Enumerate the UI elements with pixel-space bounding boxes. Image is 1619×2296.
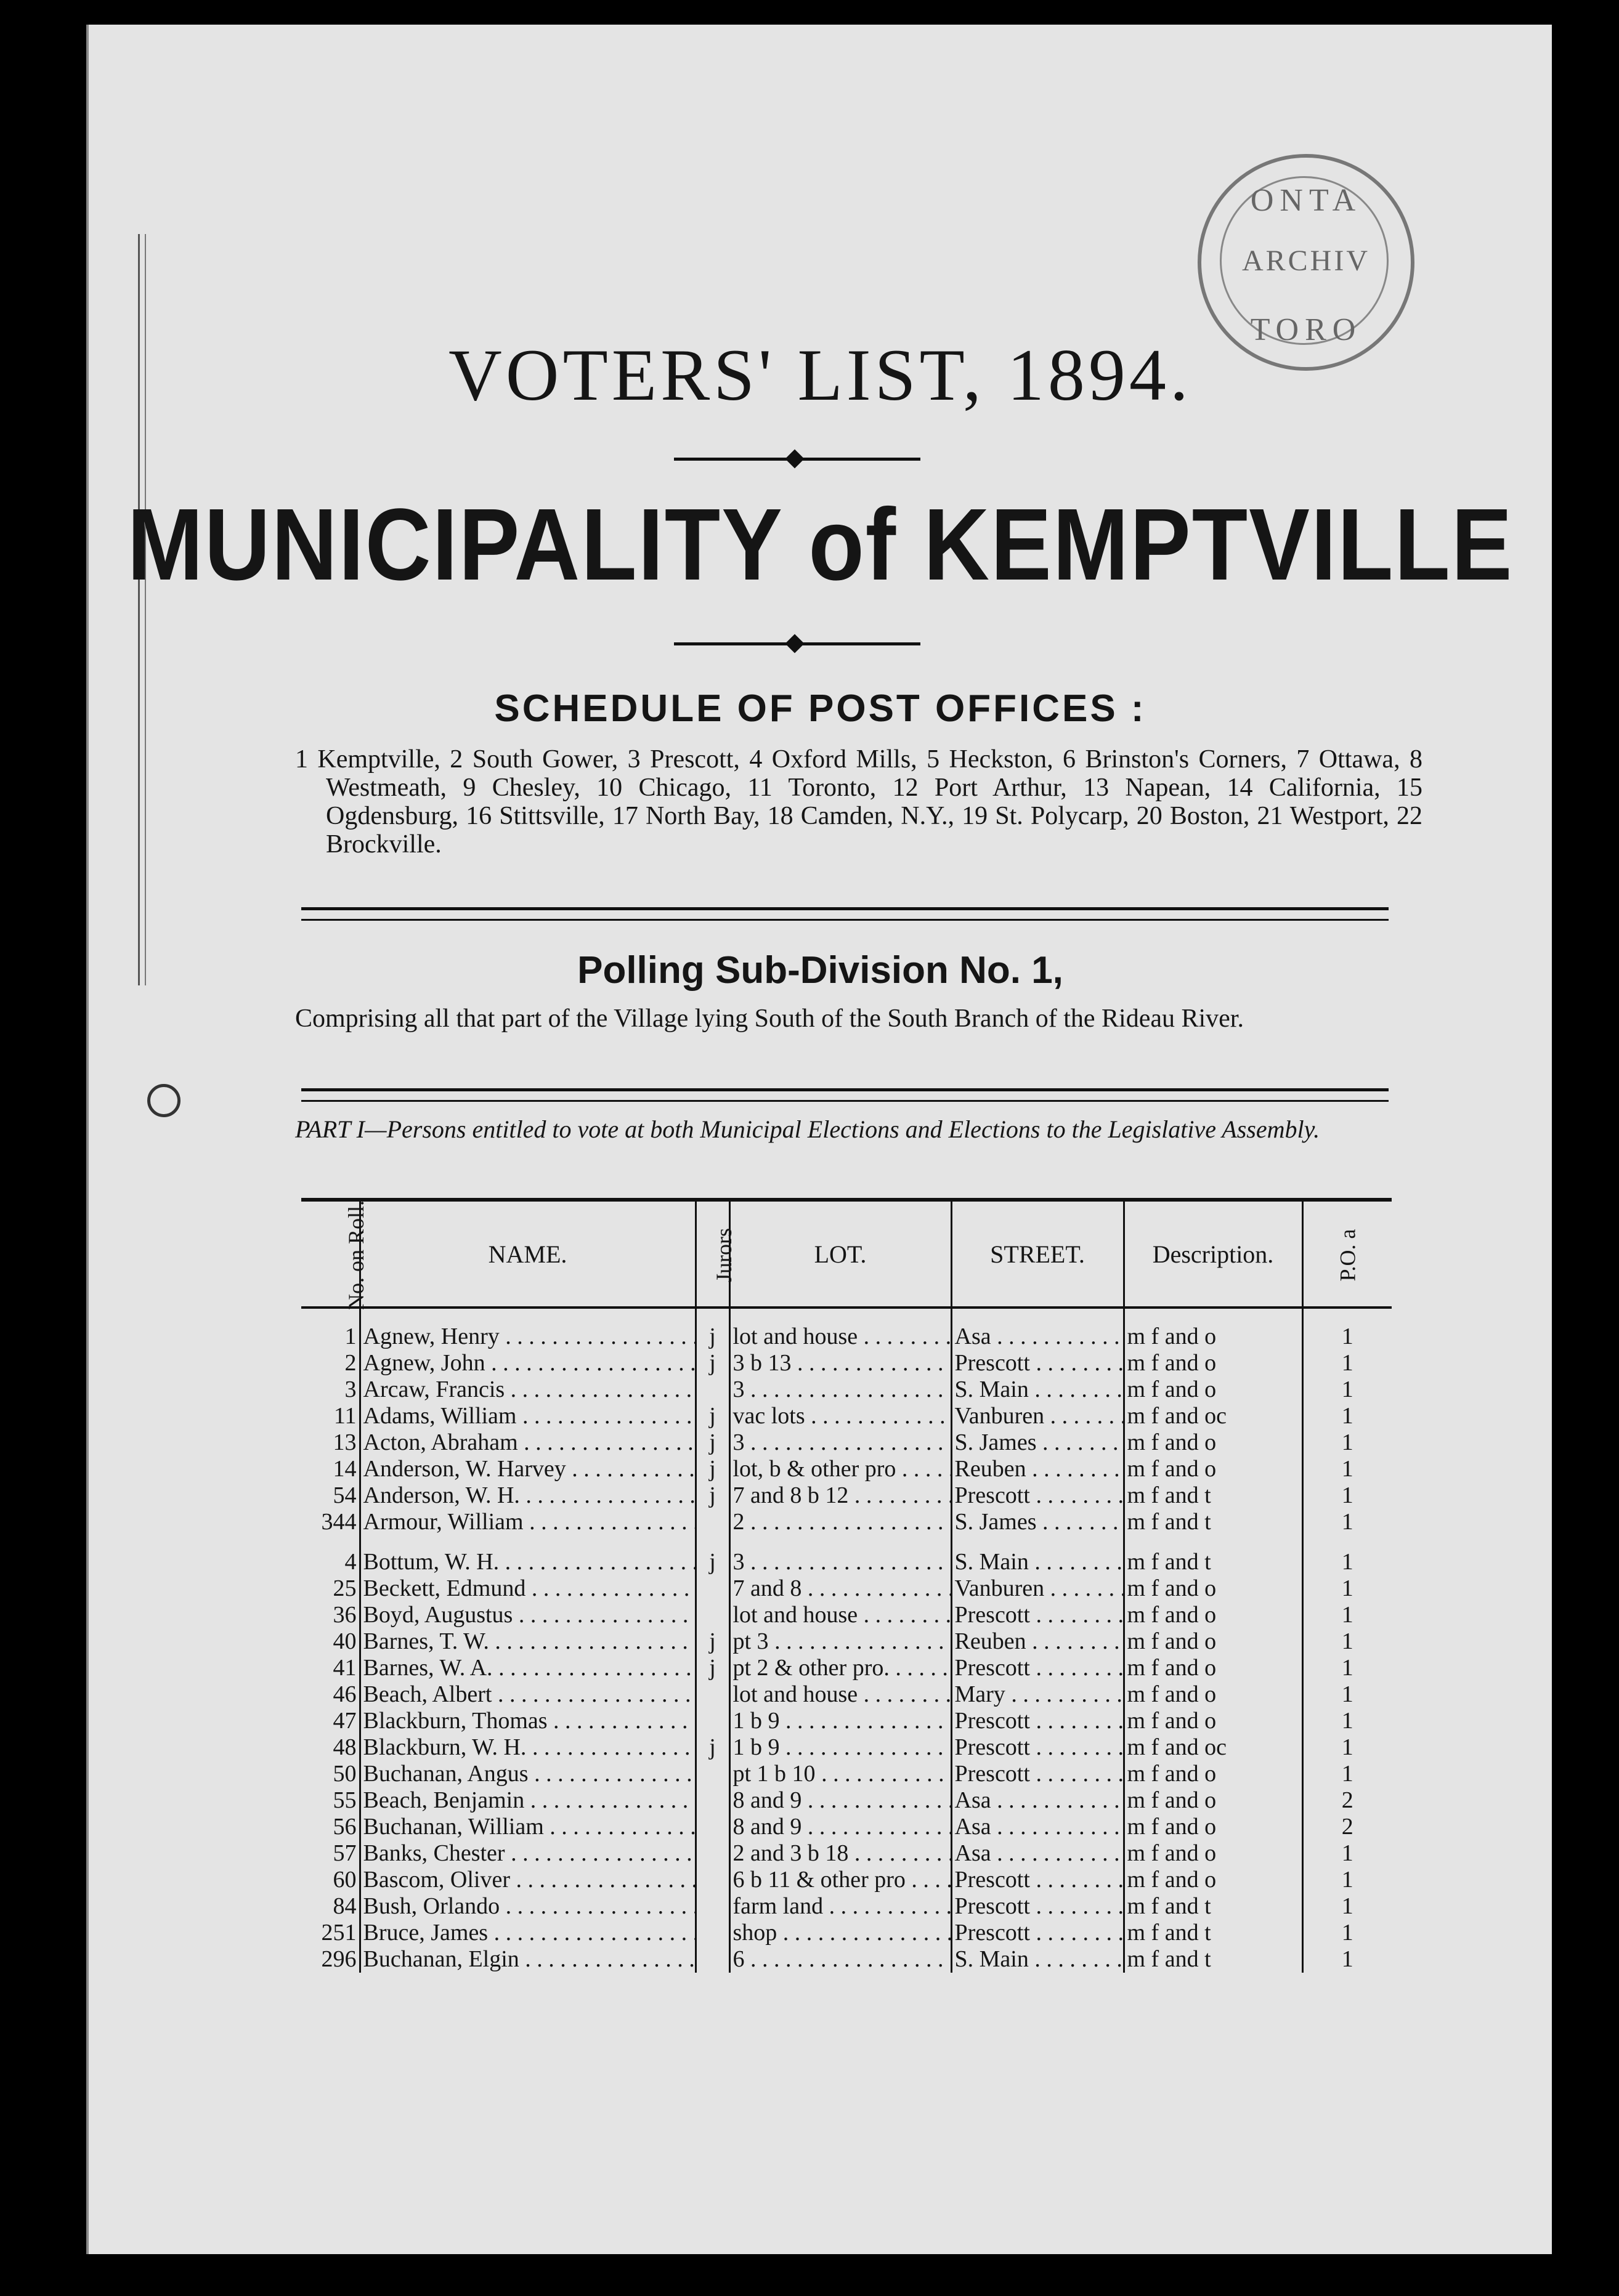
schedule-title: SCHEDULE OF POST OFFICES : xyxy=(494,687,1146,730)
cell-name: Banks, Chester . . . xyxy=(360,1840,696,1867)
cell-name: Anderson, W. Harvey . . . xyxy=(360,1456,696,1482)
cell-lot: 1 b 9 . . . xyxy=(729,1708,951,1734)
cell-lot: 3 . . . xyxy=(729,1376,951,1403)
cell-lot: shop . . . xyxy=(729,1920,951,1946)
cell-j xyxy=(696,1920,729,1946)
cell-po: 1 xyxy=(1341,1429,1353,1455)
cell-po: 1 xyxy=(1341,1403,1353,1429)
cell-name: Acton, Abraham . . . xyxy=(360,1429,696,1456)
cell-lot: 2 and 3 b 18 . . . xyxy=(729,1840,951,1867)
cell-lot: lot, b & other pro . . . xyxy=(729,1456,951,1482)
cell-name: Bruce, James . . . xyxy=(360,1920,696,1946)
cell-street: Prescott . . . xyxy=(951,1708,1124,1734)
cell-po: 2 xyxy=(1341,1814,1353,1840)
cell-num: 60 xyxy=(301,1867,360,1893)
cell-lot: 8 and 9 . . . xyxy=(729,1814,951,1840)
cell-po: 1 xyxy=(1341,1350,1353,1376)
cell-desc: m f and o xyxy=(1124,1681,1302,1708)
cell-j: j xyxy=(696,1535,729,1575)
table-row xyxy=(301,1350,1392,1376)
cell-j xyxy=(696,1840,729,1867)
cell-name: Beach, Benjamin . . . xyxy=(360,1787,696,1814)
cell-lot: 7 and 8 . . . xyxy=(729,1575,951,1602)
table-row xyxy=(301,1708,1392,1734)
cell-desc: m f and o xyxy=(1124,1867,1302,1893)
cell-name: Buchanan, Elgin . . . xyxy=(360,1946,696,1973)
cell-lot: pt 1 b 10 . . . xyxy=(729,1761,951,1787)
cell-num: 47 xyxy=(301,1708,360,1734)
table-row xyxy=(301,1575,1392,1602)
table-row xyxy=(301,1761,1392,1787)
header-jurors: Jurors xyxy=(696,1200,729,1308)
cell-lot: lot and house . . . xyxy=(729,1681,951,1708)
cell-street: Prescott . . . xyxy=(951,1655,1124,1681)
cell-name: Blackburn, Thomas . . . xyxy=(360,1708,696,1734)
cell-desc: m f and o xyxy=(1124,1840,1302,1867)
cell-num: 55 xyxy=(301,1787,360,1814)
cell-lot: 3 . . . xyxy=(729,1429,951,1456)
cell-name: Bush, Orlando . . . xyxy=(360,1893,696,1920)
stamp-top-text: ONTA xyxy=(1250,183,1362,218)
cell-desc: m f and o xyxy=(1124,1429,1302,1456)
cell-name: Arcaw, Francis . . . xyxy=(360,1376,696,1403)
cell-desc: m f and o xyxy=(1124,1814,1302,1840)
cell-po: 1 xyxy=(1341,1655,1353,1681)
cell-name: Buchanan, William . . . xyxy=(360,1814,696,1840)
cell-po: 1 xyxy=(1341,1761,1353,1787)
cell-desc: m f and o xyxy=(1124,1787,1302,1814)
cell-j xyxy=(696,1893,729,1920)
header-roll: No. on Roll. xyxy=(301,1200,360,1308)
cell-j: j xyxy=(696,1308,729,1350)
cell-j xyxy=(696,1761,729,1787)
table-header-row xyxy=(301,1200,1392,1308)
municipality-heading: MUNICIPALITY of KEMPTVILLE xyxy=(127,488,1514,602)
cell-j xyxy=(696,1602,729,1628)
voters-table-body xyxy=(301,1308,1392,1973)
cell-j xyxy=(696,1575,729,1602)
table-row xyxy=(301,1681,1392,1708)
cell-num: 57 xyxy=(301,1840,360,1867)
cell-po: 1 xyxy=(1341,1920,1353,1946)
stamp-bottom-text: TORO xyxy=(1250,312,1362,347)
cell-name: Armour, William . . . xyxy=(360,1509,696,1535)
cell-num: 50 xyxy=(301,1761,360,1787)
cell-j xyxy=(696,1787,729,1814)
cell-desc: m f and o xyxy=(1124,1575,1302,1602)
cell-lot: pt 3 . . . xyxy=(729,1628,951,1655)
cell-street: Prescott . . . xyxy=(951,1761,1124,1787)
cell-street: Vanburen . . . xyxy=(951,1575,1124,1602)
cell-lot: 3 . . . xyxy=(729,1535,951,1575)
cell-desc: m f and o xyxy=(1124,1308,1302,1350)
cell-num: 1 xyxy=(301,1308,360,1350)
header-lot: LOT. xyxy=(729,1200,951,1308)
cell-po: 1 xyxy=(1341,1376,1353,1402)
cell-lot: 6 . . . xyxy=(729,1946,951,1973)
cell-street: Prescott . . . xyxy=(951,1893,1124,1920)
cell-street: S. Main . . . xyxy=(951,1946,1124,1973)
cell-num: 36 xyxy=(301,1602,360,1628)
cell-desc: m f and t xyxy=(1124,1482,1302,1509)
table-row xyxy=(301,1535,1392,1575)
cell-lot: farm land . . . xyxy=(729,1893,951,1920)
stamp-middle-text: ARCHIV xyxy=(1241,245,1370,277)
cell-j: j xyxy=(696,1482,729,1509)
ornament-divider-icon xyxy=(674,450,920,468)
table-row xyxy=(301,1308,1392,1350)
cell-num: 56 xyxy=(301,1814,360,1840)
cell-lot: 7 and 8 b 12 . . . xyxy=(729,1482,951,1509)
cell-street: S. Main . . . xyxy=(951,1376,1124,1403)
cell-desc: m f and t xyxy=(1124,1509,1302,1535)
table-row xyxy=(301,1655,1392,1681)
cell-name: Buchanan, Angus . . . xyxy=(360,1761,696,1787)
cell-desc: m f and o xyxy=(1124,1761,1302,1787)
cell-j xyxy=(696,1708,729,1734)
cell-num: 41 xyxy=(301,1655,360,1681)
cell-street: Prescott . . . xyxy=(951,1734,1124,1761)
table-row xyxy=(301,1482,1392,1509)
cell-street: S. Main . . . xyxy=(951,1535,1124,1575)
cell-name: Barnes, W. A. . . . xyxy=(360,1655,696,1681)
part-text: —Persons entitled to vote at both Municipal Elections and Elections to the Legislative Assembly. xyxy=(365,1115,1320,1143)
cell-po: 1 xyxy=(1341,1575,1353,1601)
cell-lot: 8 and 9 . . . xyxy=(729,1787,951,1814)
cell-lot: 1 b 9 . . . xyxy=(729,1734,951,1761)
cell-desc: m f and o xyxy=(1124,1602,1302,1628)
cell-j: j xyxy=(696,1655,729,1681)
table-row xyxy=(301,1628,1392,1655)
cell-name: Blackburn, W. H. . . . xyxy=(360,1734,696,1761)
cell-num: 46 xyxy=(301,1681,360,1708)
cell-street: Reuben . . . xyxy=(951,1628,1124,1655)
cell-desc: m f and o xyxy=(1124,1350,1302,1376)
cell-desc: m f and t xyxy=(1124,1920,1302,1946)
cell-lot: lot and house . . . xyxy=(729,1602,951,1628)
table-row xyxy=(301,1403,1392,1429)
header-po: P.O. a xyxy=(1302,1200,1392,1308)
cell-desc: m f and o xyxy=(1124,1456,1302,1482)
cell-street: Asa . . . xyxy=(951,1814,1124,1840)
cell-name: Beach, Albert . . . xyxy=(360,1681,696,1708)
cell-num: 3 xyxy=(301,1376,360,1403)
table-row xyxy=(301,1867,1392,1893)
cell-j: j xyxy=(696,1429,729,1456)
cell-j: j xyxy=(696,1734,729,1761)
cell-num: 48 xyxy=(301,1734,360,1761)
document-title: VOTERS' LIST, 1894. xyxy=(448,334,1192,416)
cell-street: Vanburen . . . xyxy=(951,1403,1124,1429)
cell-num: 84 xyxy=(301,1893,360,1920)
cell-desc: m f and o xyxy=(1124,1655,1302,1681)
cell-j xyxy=(696,1376,729,1403)
binding-ring-icon xyxy=(147,1084,181,1117)
cell-num: 2 xyxy=(301,1350,360,1376)
table-row xyxy=(301,1946,1392,1973)
cell-desc: m f and o xyxy=(1124,1708,1302,1734)
cell-street: Prescott . . . xyxy=(951,1920,1124,1946)
header-street: STREET. xyxy=(951,1200,1124,1308)
table-row xyxy=(301,1376,1392,1403)
table-row xyxy=(301,1602,1392,1628)
cell-street: Asa . . . xyxy=(951,1840,1124,1867)
subdivision-title: Polling Sub-Division No. 1, xyxy=(577,949,1063,992)
cell-street: Reuben . . . xyxy=(951,1456,1124,1482)
cell-po: 1 xyxy=(1341,1946,1353,1972)
table-row xyxy=(301,1814,1392,1840)
cell-po: 1 xyxy=(1341,1549,1353,1575)
cell-lot: 2 . . . xyxy=(729,1509,951,1535)
cell-street: Prescott . . . xyxy=(951,1482,1124,1509)
cell-po: 1 xyxy=(1341,1867,1353,1893)
cell-street: Prescott . . . xyxy=(951,1350,1124,1376)
table-row xyxy=(301,1509,1392,1535)
table-row xyxy=(301,1429,1392,1456)
cell-street: S. James . . . xyxy=(951,1509,1124,1535)
cell-name: Bascom, Oliver . . . xyxy=(360,1867,696,1893)
subdivision-description: Comprising all that part of the Village lying South of the South Branch of the Rideau River. xyxy=(295,1004,1244,1033)
cell-street: Asa . . . xyxy=(951,1787,1124,1814)
cell-lot: 6 b 11 & other pro . . . xyxy=(729,1867,951,1893)
cell-j: j xyxy=(696,1403,729,1429)
cell-j: j xyxy=(696,1350,729,1376)
table-row xyxy=(301,1840,1392,1867)
cell-po: 1 xyxy=(1341,1840,1353,1866)
cell-street: Prescott . . . xyxy=(951,1867,1124,1893)
double-rule xyxy=(301,1088,1389,1102)
cell-num: 344 xyxy=(301,1509,360,1535)
table-row xyxy=(301,1787,1392,1814)
cell-num: 11 xyxy=(301,1403,360,1429)
cell-lot: 3 b 13 . . . xyxy=(729,1350,951,1376)
cell-num: 296 xyxy=(301,1946,360,1973)
cell-j: j xyxy=(696,1456,729,1482)
cell-po: 1 xyxy=(1341,1482,1353,1508)
table-row xyxy=(301,1456,1392,1482)
cell-desc: m f and o xyxy=(1124,1376,1302,1403)
part-label: PART I xyxy=(295,1115,365,1143)
cell-po: 1 xyxy=(1341,1893,1353,1919)
table-row xyxy=(301,1734,1392,1761)
cell-num: 251 xyxy=(301,1920,360,1946)
header-name: NAME. xyxy=(360,1200,696,1308)
cell-street: Asa . . . xyxy=(951,1308,1124,1350)
cell-num: 54 xyxy=(301,1482,360,1509)
cell-desc: m f and o xyxy=(1124,1628,1302,1655)
cell-num: 13 xyxy=(301,1429,360,1456)
cell-name: Adams, William . . . xyxy=(360,1403,696,1429)
cell-num: 25 xyxy=(301,1575,360,1602)
cell-num: 4 xyxy=(301,1535,360,1575)
cell-po: 1 xyxy=(1341,1628,1353,1654)
cell-name: Beckett, Edmund . . . xyxy=(360,1575,696,1602)
part-heading xyxy=(295,1116,1444,1143)
cell-lot: pt 2 & other pro. . . . xyxy=(729,1655,951,1681)
ornament-divider-icon xyxy=(674,634,920,653)
cell-desc: m f and t xyxy=(1124,1535,1302,1575)
voters-table xyxy=(301,1198,1392,1973)
cell-desc: m f and t xyxy=(1124,1946,1302,1973)
cell-street: Mary . . . xyxy=(951,1681,1124,1708)
table-row xyxy=(301,1920,1392,1946)
cell-lot: vac lots . . . xyxy=(729,1403,951,1429)
schedule-text: 1 Kemptville, 2 South Gower, 3 Prescott, 4 Oxford Mills, 5 Heckston, 6 Brinston's Corners, 7 Ottawa, 8 Westmeath, 9 Chesley, 10 Chicago, 11 Toronto, 12 Port Arthur, 13 Napean, 14 California, 15 Ogdensburg, 16 Stittsville, 17 North Bay, 18 Camden, N.Y., 19 St. Polycarp, 20 Boston, 21 Westport, 22 Brockville. xyxy=(295,745,1422,859)
cell-po: 1 xyxy=(1341,1681,1353,1707)
double-rule xyxy=(301,907,1389,921)
cell-street: Prescott . . . xyxy=(951,1602,1124,1628)
cell-name: Anderson, W. H. . . . xyxy=(360,1482,696,1509)
header-description: Description. xyxy=(1124,1200,1302,1308)
cell-num: 14 xyxy=(301,1456,360,1482)
cell-j: j xyxy=(696,1628,729,1655)
cell-j xyxy=(696,1867,729,1893)
cell-name: Agnew, Henry . . . xyxy=(360,1308,696,1350)
cell-name: Bottum, W. H. . . . xyxy=(360,1535,696,1575)
cell-desc: m f and t xyxy=(1124,1893,1302,1920)
cell-po: 1 xyxy=(1341,1324,1353,1349)
cell-desc: m f and oc xyxy=(1124,1403,1302,1429)
cell-desc: m f and oc xyxy=(1124,1734,1302,1761)
cell-po: 1 xyxy=(1341,1456,1353,1482)
cell-j xyxy=(696,1814,729,1840)
cell-po: 1 xyxy=(1341,1509,1353,1535)
cell-po: 1 xyxy=(1341,1734,1353,1760)
cell-po: 1 xyxy=(1341,1602,1353,1628)
cell-street: S. James . . . xyxy=(951,1429,1124,1456)
cell-j xyxy=(696,1509,729,1535)
cell-name: Barnes, T. W. . . . xyxy=(360,1628,696,1655)
cell-num: 40 xyxy=(301,1628,360,1655)
cell-j xyxy=(696,1946,729,1973)
cell-lot: lot and house . . . xyxy=(729,1308,951,1350)
document-page xyxy=(86,25,1552,2254)
table-row xyxy=(301,1893,1392,1920)
cell-po: 1 xyxy=(1341,1708,1353,1734)
cell-po: 2 xyxy=(1341,1787,1353,1813)
cell-name: Agnew, John . . . xyxy=(360,1350,696,1376)
cell-name: Boyd, Augustus . . . xyxy=(360,1602,696,1628)
cell-j xyxy=(696,1681,729,1708)
